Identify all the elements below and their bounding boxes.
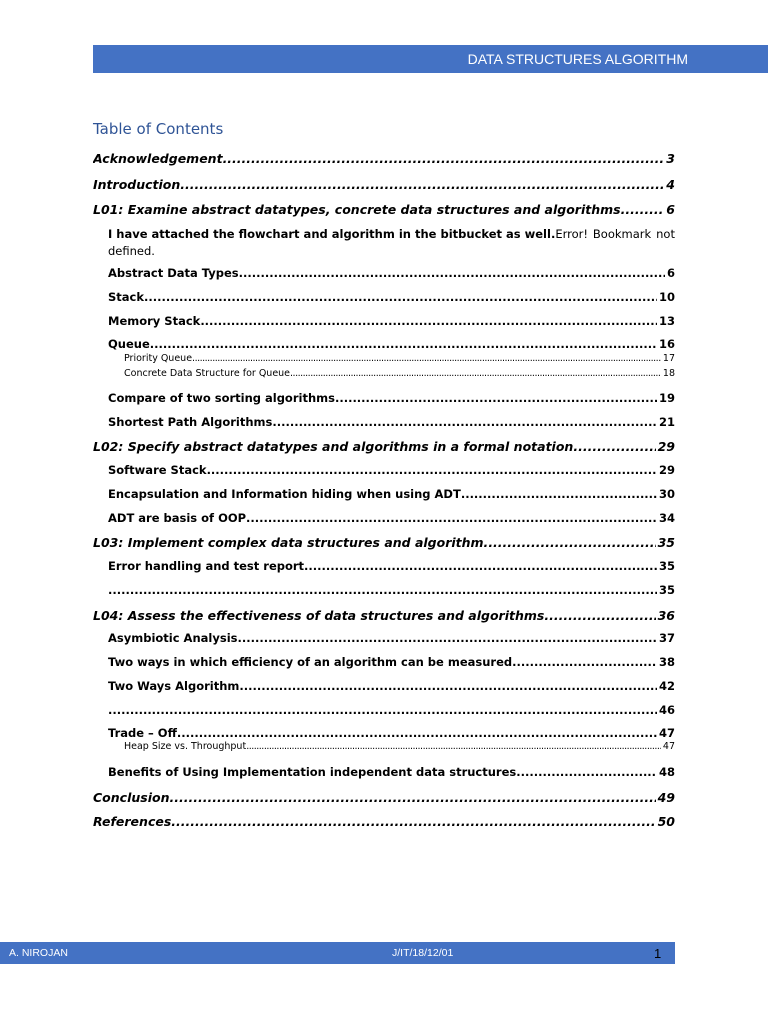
toc-entry-label: L03: Implement complex data structures and algorithm.	[93, 535, 489, 550]
toc-entry-page: 47	[662, 741, 675, 752]
footer-bar	[0, 942, 675, 964]
toc-entry-page: 34	[658, 511, 675, 525]
toc-entry-page: 19	[658, 391, 675, 405]
toc-entry[interactable]	[108, 631, 675, 645]
toc-entry[interactable]	[93, 535, 675, 550]
toc-entry[interactable]	[93, 790, 675, 805]
toc-entry-label: L01: Examine abstract datatypes, concrete data structures and algorithms.	[93, 202, 626, 217]
toc-entry-label: Concrete Data Structure for Queue	[124, 368, 291, 379]
header-title: DATA STRUCTURES ALGORITHM	[467, 51, 688, 67]
toc-entry[interactable]	[124, 353, 675, 364]
toc-dot-leader	[488, 535, 655, 550]
toc-entry-page: 47	[658, 726, 675, 740]
toc-entry[interactable]	[124, 741, 675, 752]
toc-dot-leader	[192, 353, 661, 364]
toc-entry-label: Acknowledgement	[93, 151, 223, 166]
toc-entry-page: 48	[658, 765, 675, 779]
toc-entry-label: Benefits of Using Implementation independent data structures	[108, 765, 517, 779]
toc-dot-leader	[108, 583, 657, 597]
toc-dot-leader	[304, 559, 657, 573]
toc-dot-leader	[512, 655, 657, 669]
toc-entry-page: 18	[662, 368, 675, 379]
toc-entry[interactable]	[108, 655, 675, 669]
toc-entry-label: Shortest Path Algorithms	[108, 415, 273, 429]
toc-entry-page: 35	[657, 535, 675, 550]
toc-entry-label: References	[93, 814, 172, 829]
toc-entry[interactable]	[93, 202, 675, 217]
toc-entry[interactable]	[108, 487, 675, 501]
toc-entry-label: Encapsulation and Information hiding when using ADT	[108, 487, 461, 501]
footer-id: J/IT/18/12/01	[392, 947, 454, 959]
toc-entry[interactable]	[93, 177, 675, 192]
toc-dot-leader	[290, 368, 661, 379]
toc-dot-leader	[108, 703, 657, 717]
toc-dot-leader	[461, 487, 657, 501]
footer-author: A. NIROJAN	[9, 947, 68, 959]
toc-dot-leader	[180, 177, 664, 192]
toc-entry-page: 6	[666, 202, 675, 217]
toc-entry[interactable]	[108, 391, 675, 405]
toc-entry-page: 29	[658, 463, 675, 477]
toc-dot-leader	[237, 631, 657, 645]
toc-entry-error-word: Error!	[555, 227, 588, 241]
toc-dot-leader	[549, 608, 656, 623]
toc-entry-bookmark-word: Bookmark	[592, 227, 652, 241]
toc-entry-page: 35	[658, 559, 675, 573]
toc-dot-leader	[144, 290, 657, 304]
toc-entry[interactable]	[93, 608, 675, 623]
toc-dot-leader	[207, 463, 657, 477]
toc-dot-leader	[335, 391, 657, 405]
toc-dot-leader	[177, 726, 657, 740]
toc-entry-flowchart[interactable]	[108, 226, 675, 260]
toc-entry-page: 29	[657, 439, 675, 454]
toc-entry-flowchart-line2: defined.	[108, 244, 155, 258]
toc-entry[interactable]	[108, 463, 675, 477]
toc-dot-leader	[246, 741, 661, 752]
toc-dot-leader	[150, 337, 657, 351]
toc-entry[interactable]	[124, 368, 675, 379]
toc-entry-page: 16	[658, 337, 675, 351]
toc-dot-leader	[516, 765, 657, 779]
toc-entry[interactable]	[108, 703, 675, 717]
toc-entry-page: 21	[658, 415, 675, 429]
toc-entry-label: Two ways in which efficiency of an algorithm can be measured	[108, 655, 513, 669]
toc-entry-page: 46	[658, 703, 675, 717]
toc-entry[interactable]	[108, 314, 675, 328]
toc-entry[interactable]	[108, 679, 675, 693]
toc-entry-page: 17	[662, 353, 675, 364]
toc-entry-page: 6	[666, 266, 675, 280]
toc-entry[interactable]	[93, 151, 675, 166]
toc-entry-page: 36	[657, 608, 675, 623]
toc-entry-label: Memory Stack	[108, 314, 201, 328]
toc-entry[interactable]	[108, 726, 675, 740]
toc-entry-label: Introduction	[93, 177, 181, 192]
toc-entry[interactable]	[93, 439, 675, 454]
toc-entry-page: 49	[657, 790, 675, 805]
toc-dot-leader	[169, 790, 655, 805]
toc-entry-page: 4	[666, 177, 675, 192]
toc-entry-label: Abstract Data Types	[108, 266, 239, 280]
toc-title: Table of Contents	[93, 120, 224, 138]
toc-entry-label: Conclusion	[93, 790, 170, 805]
toc-entry[interactable]	[93, 814, 675, 829]
toc-dot-leader	[239, 266, 665, 280]
toc-entry-label: Compare of two sorting algorithms	[108, 391, 335, 405]
toc-entry-label: L04: Assess the effectiveness of data structures and algorithms.	[93, 608, 550, 623]
toc-dot-leader	[625, 202, 664, 217]
toc-dot-leader	[239, 679, 657, 693]
toc-entry-page: 38	[658, 655, 675, 669]
toc-entry-not-word: not	[656, 227, 675, 241]
toc-entry-label: Stack	[108, 290, 145, 304]
toc-entry-label: Two Ways Algorithm	[108, 679, 240, 693]
toc-entry-page: 30	[658, 487, 675, 501]
toc-entry[interactable]	[108, 765, 675, 779]
toc-dot-leader	[171, 814, 655, 829]
toc-entry[interactable]	[108, 415, 675, 429]
toc-entry-page: 35	[658, 583, 675, 597]
toc-dot-leader	[272, 415, 657, 429]
toc-entry-label: Priority Queue	[124, 353, 193, 364]
toc-entry-page: 3	[666, 151, 675, 166]
toc-entry-page: 42	[658, 679, 675, 693]
toc-entry-page: 10	[658, 290, 675, 304]
toc-entry-page: 50	[657, 814, 675, 829]
toc-entry-label: ADT are basis of OOP	[108, 511, 247, 525]
toc-entry-label: Asymbiotic Analysis	[108, 631, 238, 645]
toc-dot-leader	[223, 151, 665, 166]
toc-entry-page: 13	[658, 314, 675, 328]
toc-entry[interactable]	[108, 337, 675, 351]
toc-entry-label: L02: Specify abstract datatypes and algorithms in a formal notation.	[93, 439, 579, 454]
toc-dot-leader	[200, 314, 657, 328]
toc-entry[interactable]	[108, 266, 675, 280]
toc-entry-label: Heap Size vs. Throughput	[124, 741, 247, 752]
toc-entry[interactable]	[108, 559, 675, 573]
toc-entry-page: 37	[658, 631, 675, 645]
toc-entry[interactable]	[108, 290, 675, 304]
toc-entry-flowchart-label: I have attached the flowchart and algorithm in the bitbucket as well.	[108, 227, 556, 241]
toc-dot-leader	[246, 511, 657, 525]
toc-entry[interactable]	[108, 511, 675, 525]
toc-entry-label: Trade – Off	[108, 726, 177, 740]
toc-entry-label: Software Stack	[108, 463, 207, 477]
toc-entry-label: Error handling and test report	[108, 559, 305, 573]
toc-dot-leader	[578, 439, 656, 454]
toc-entry[interactable]	[108, 583, 675, 597]
page-number: 1	[654, 946, 662, 961]
toc-entry-label: Queue	[108, 337, 150, 351]
